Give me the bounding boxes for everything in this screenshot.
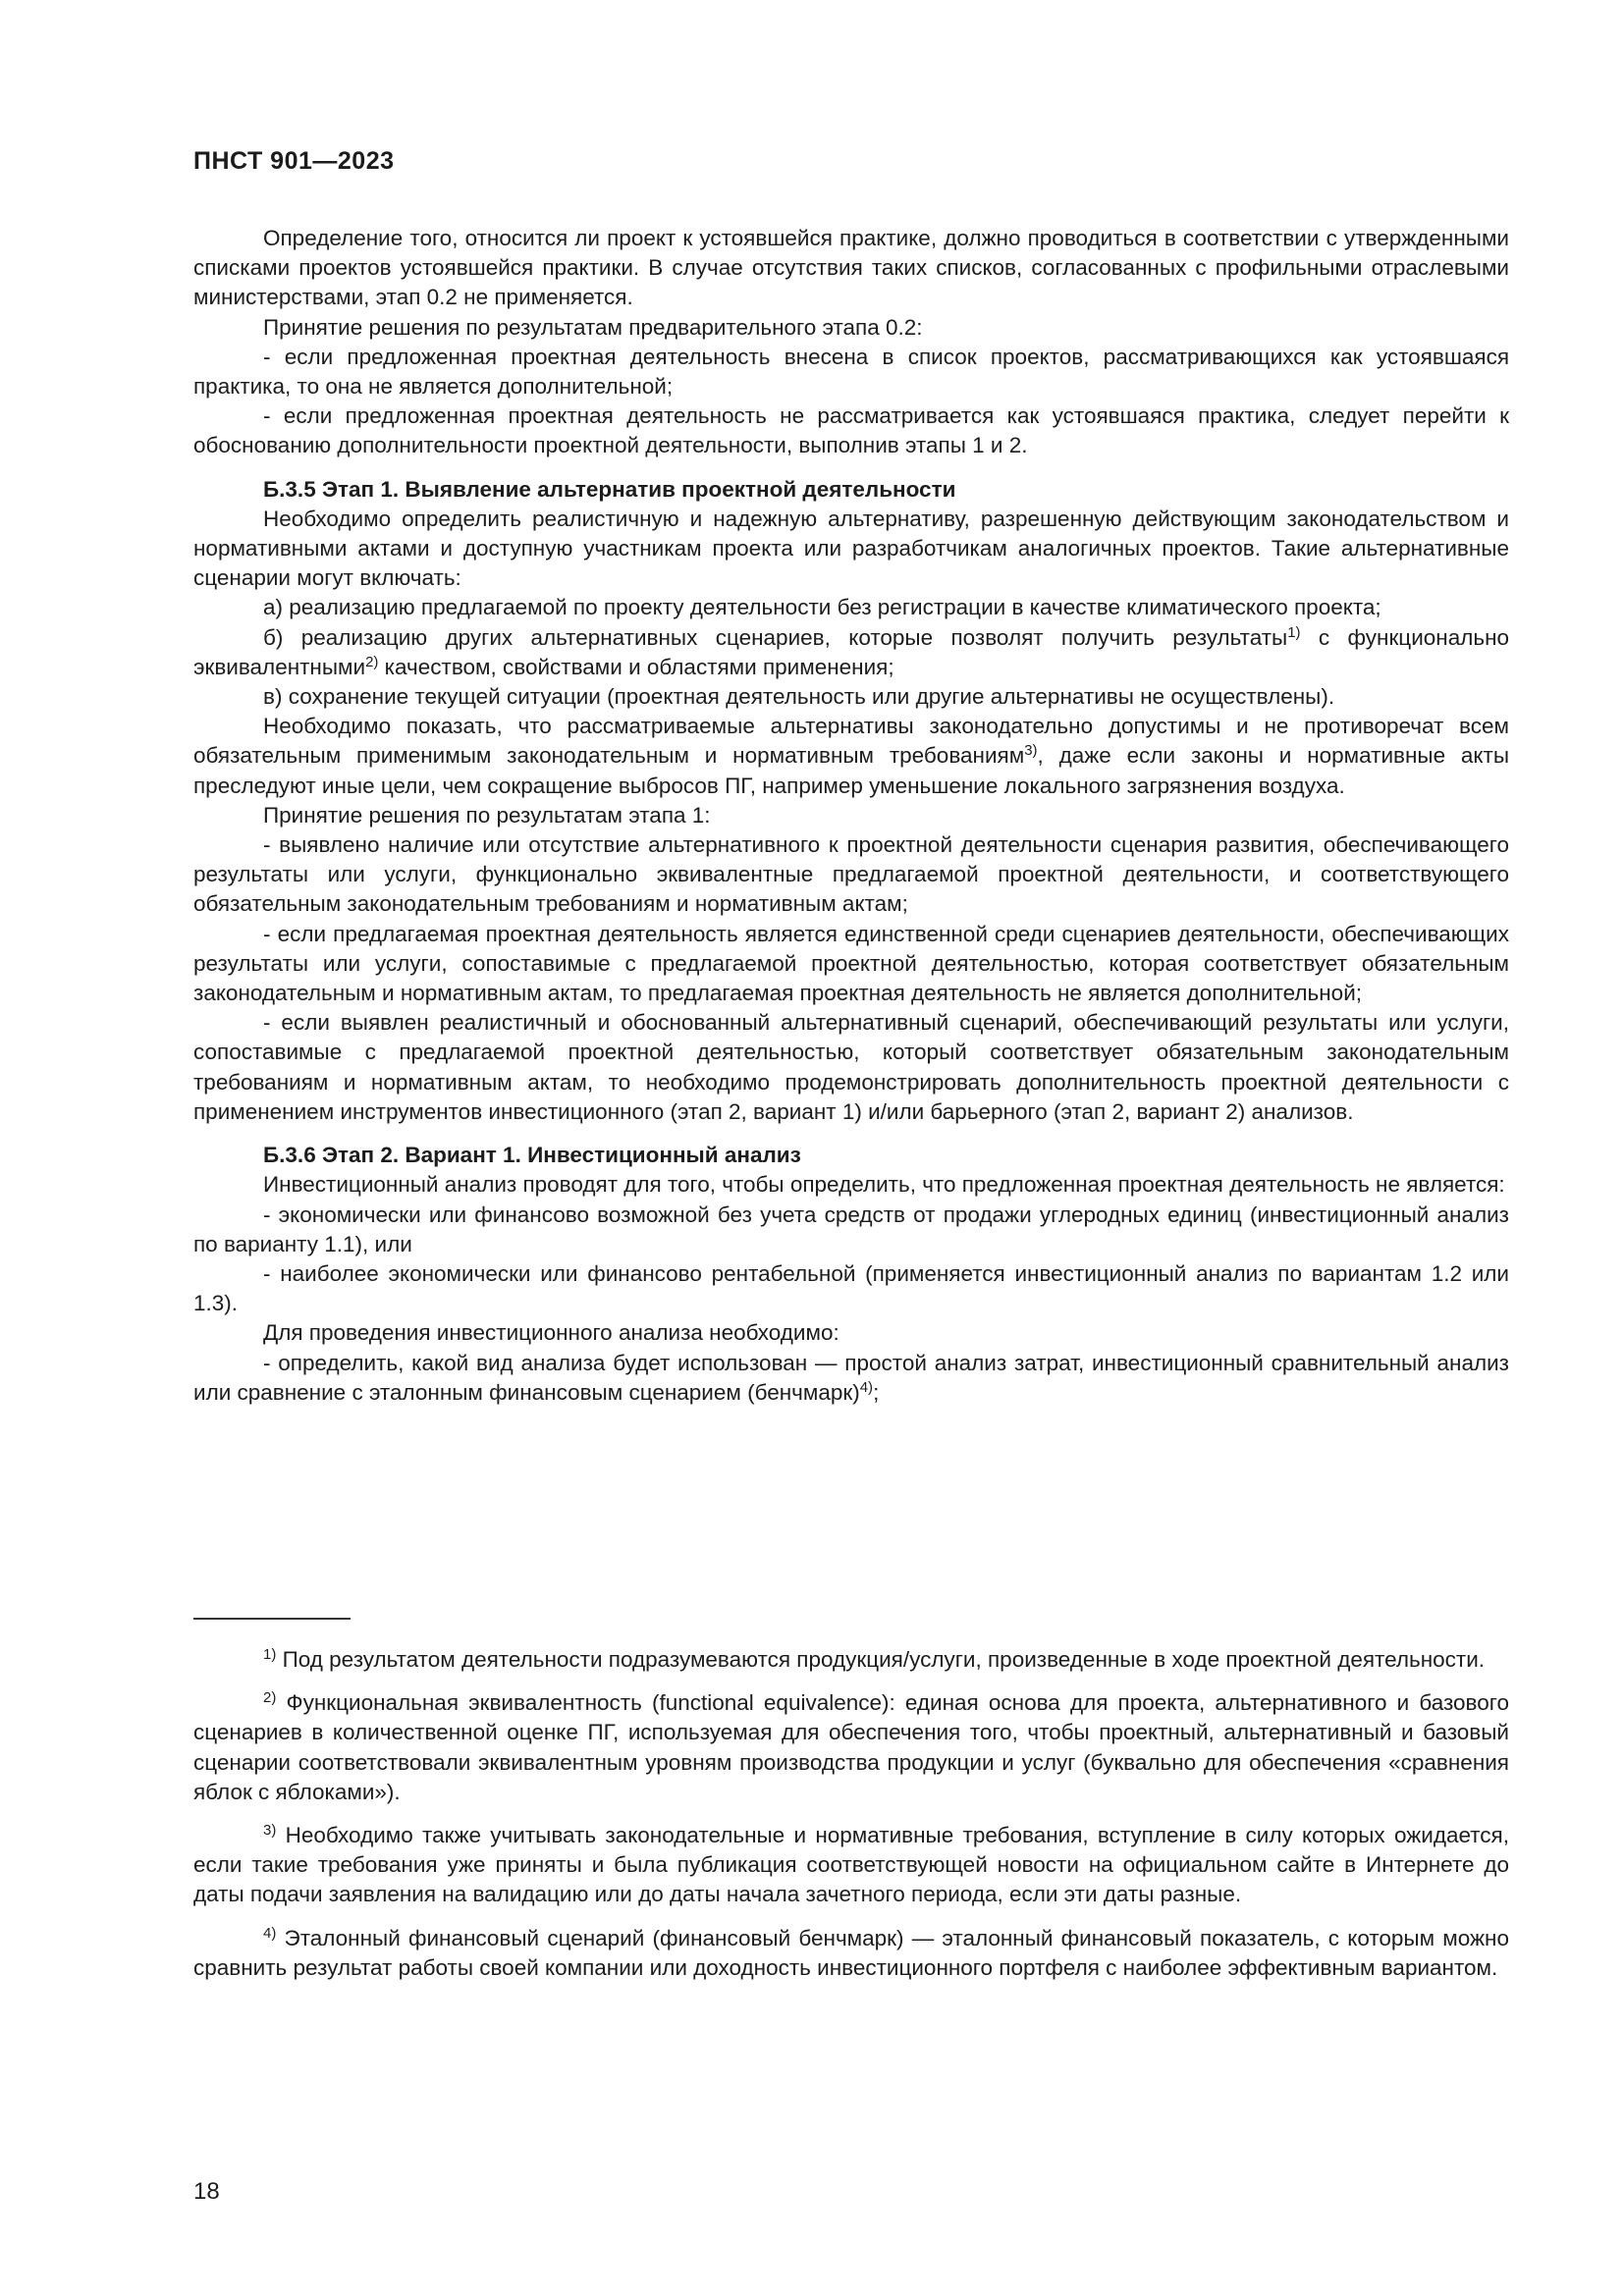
- list-item: - если предлагаемая проектная деятельность является единственной среди сценариев деятельности, обеспечивающих результаты или услуги, сопоставимые с предлагаемой проектной деятельностью, которая соответствует обязательным законодательным и нормативным актам, то предлагаемая проектная деятельность не является дополнительной;: [193, 921, 1509, 1006]
- document-id-header: ПНСТ 901—2023: [193, 147, 395, 175]
- footnote-2: $^{2)}$ Функциональная эквивалентность (functional equivalence): единая основа для проекта, альтернативного и базового сценариев в количественной оценке ПГ, используемая для обеспечения того, чтобы проектный, альтернативный и базовый сценарии соответствовали эквивалентным уровням производства продукции и услуг (буквально для обеспечения «сравнения яблок с яблоками»).: [193, 1688, 1509, 1804]
- footnote-ref-1: 1): [1287, 623, 1301, 641]
- footnotes: [193, 1645, 1509, 1997]
- body-text: [193, 224, 1509, 1408]
- list-item: - экономически или финансово возможной без учета средств от продажи углеродных единиц (инвестиционный анализ по варианту 1.1), или: [193, 1201, 1509, 1256]
- paragraph: Необходимо показать, что рассматриваемые альтернативы законодательно допустимы и не противоречат всем обязательным применимым законодательным и нормативным требованиям$^{3)}$, даже если законы и нормативные акты преследуют иные цели, чем сокращение выбросов ПГ, например уменьшение локального загрязнения воздуха.: [193, 714, 1510, 798]
- paragraph: Инвестиционный анализ проводят для того, чтобы определить, что предложенная проектная деятельность не является:: [263, 1172, 1505, 1198]
- footnote-ref-4: 4): [859, 1378, 874, 1396]
- list-item: а) реализацию предлагаемой по проекту деятельности без регистрации в качестве климатического проекта;: [263, 595, 1381, 620]
- footnote-separator: [193, 1618, 351, 1620]
- footnote-ref-2: 2): [365, 653, 379, 670]
- section-heading-b36: Б.3.6 Этап 2. Вариант 1. Инвестиционный анализ: [263, 1143, 801, 1168]
- list-item: - наиболее экономически или финансово рентабельной (применяется инвестиционный анализ по вариантам 1.2 или 1.3).: [193, 1260, 1509, 1316]
- section-heading-b35: Б.3.5 Этап 1. Выявление альтернатив проектной деятельности: [263, 476, 956, 502]
- paragraph: Определение того, относится ли проект к устоявшейся практике, должно проводиться в соответствии с утвержденными списками проектов устоявшейся практики. В случае отсутствия таких списков, согласованных с профильными отраслевыми министерствами, этап 0.2 не применяется.: [193, 226, 1509, 310]
- footnote-3: $^{3)}$ Необходимо также учитывать законодательные и нормативные требования, вступление в силу которых ожидается, если такие требования уже приняты и была публикация соответствующей новости на официальном сайте в Интернете до даты подачи заявления на валидацию или до даты начала зачетного периода, если эти даты разные.: [193, 1821, 1509, 1907]
- footnote-4: $^{4)}$ Эталонный финансовый сценарий (финансовый бенчмарк) — эталонный финансовый показатель, с которым можно сравнить результат работы своей компании или доходность инвестиционного портфеля с наиболее эффективным вариантом.: [193, 1924, 1509, 1980]
- list-item: в) сохранение текущей ситуации (проектная деятельность или другие альтернативы не осуществлены).: [263, 684, 1335, 710]
- paragraph: Принятие решения по результатам этапа 1:: [263, 802, 711, 828]
- paragraph: Необходимо определить реалистичную и надежную альтернативу, разрешенную действующим законодательством и нормативными актами и доступную участникам проекта или разработчикам аналогичных проектов. Такие альтернативные сценарии могут включать:: [193, 506, 1509, 591]
- paragraph: Принятие решения по результатам предварительного этапа 0.2:: [263, 314, 923, 340]
- list-item: - определить, какой вид анализа будет использован — простой анализ затрат, инвестиционный сравнительный анализ или сравнение с эталонным финансовым сценарием (бенчмарк)$^{4)}$;: [193, 1350, 1509, 1405]
- footnote-ref-3: 3): [1024, 742, 1038, 760]
- list-item: - выявлено наличие или отсутствие альтернативного к проектной деятельности сценария развития, обеспечивающего результаты или услуги, функционально эквивалентные предлагаемой проектной деятельности, и соответствующего обязательным законодательным требованиям и нормативным актам;: [193, 832, 1509, 917]
- paragraph: Для проведения инвестиционного анализа необходимо:: [263, 1320, 839, 1346]
- list-item: - если предложенная проектная деятельность внесена в список проектов, рассматривающихся как устоявшаяся практика, то она не является дополнительной;: [193, 344, 1509, 400]
- list-item: б) реализацию других альтернативных сценариев, которые позволят получить результаты$^{1)}$ с функционально эквивалентными$^{2)}$ качеством, свойствами и областями применения;: [193, 623, 1510, 679]
- list-item: - если выявлен реалистичный и обоснованный альтернативный сценарий, обеспечивающий результаты или услуги, сопоставимые с предлагаемой проектной деятельностью, который соответствует обязательным законодательным требованиям и нормативным актам, то необходимо продемонстрировать дополнительность проектной деятельности с применением инструментов инвестиционного (этап 2, вариант 1) и/или барьерного (этап 2, вариант 2) анализов.: [193, 1010, 1509, 1124]
- footnote-1: $^{1)}$ Под результатом деятельности подразумеваются продукция/услуги, произведенные в ходе проектной деятельности.: [263, 1645, 1486, 1672]
- page-number: 18: [193, 2178, 220, 2205]
- list-item: - если предложенная проектная деятельность не рассматривается как устоявшаяся практика, следует перейти к обоснованию дополнительности проектной деятельности, выполнив этапы 1 и 2.: [193, 403, 1509, 458]
